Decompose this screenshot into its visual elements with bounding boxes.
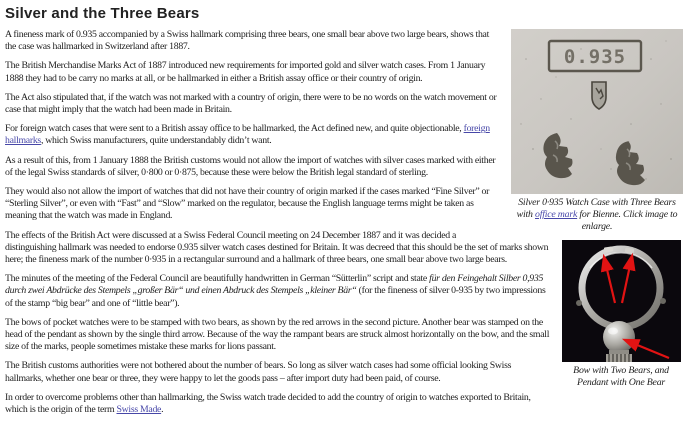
text-run: They would also not allow the import of watches that did not have their country of origin marked if the cases marked “Fine Silver” or “Sterling Silver”, or even with “Fast” and “Slow” marked on the regulator, because the English language terms might be taken as meaning that the watch was made in England. — [5, 186, 490, 222]
text-run: The bows of pocket watches were to be stamped with two bears, as shown by the red arrows in the second picture. Another bear was stamped on the head of the pendant as shown by the single third arrow. Because of the way the rampant bears are struck almost horizontally on the bow, and the small size of the marks, people sometimes mistake these marks for lions passant. — [5, 316, 550, 353]
text-run: As a result of this, from 1 January 1888 the British customs would not allow the import of watches with silver cases marked with either of the legal Swiss standards of silver, 0·800 or 0·875, because these were below the British legal standard of sterling. — [5, 154, 496, 178]
article-body — [5, 29, 683, 416]
case-nub-left — [576, 300, 582, 306]
figure-bow-photo — [559, 240, 683, 389]
text-run: In order to overcome problems other than hallmarking, the Swiss watch trade decided to add the country of origin to watches exported to Britain, which is the origin of the term — [5, 391, 531, 416]
foreign-hallmarks-link[interactable]: foreign hallmarks — [5, 123, 490, 147]
text-run: The effects of the British Act were discussed at a Swiss Federal Council meeting on 24 December 1887 and it was decided a distinguishing hallmark was needed to endorse 0.935 silver watch cases destined for Britain. It was decreed that this should be the set of marks shown here; the fineness mark of the number 0·935 in a rectangular surround and a hallmark of three bears, one small bear above two large bears. — [5, 229, 549, 266]
office-mark-link[interactable]: office mark — [535, 209, 578, 220]
figure-hallmark-photo — [511, 29, 683, 233]
svg-text:0.935: 0.935 — [563, 46, 627, 68]
text-run: For foreign watch cases that were sent to a British assay office to be hallmarked, the Act defined new, and quite objectionable, — [5, 123, 464, 135]
emphasized-text: für den Feingehalt Silber 0,935 durch zwei Abdrücke des Stempels „großer Bär“ und einen Abdruck des Stempels „kleiner Bär“ — [5, 273, 544, 297]
small-bear-shield-mark — [592, 82, 606, 109]
text-run: Silver 0·935 Watch Case with Three Bears with — [516, 197, 676, 220]
case-nub-right — [660, 298, 666, 304]
bow-photo-image[interactable] — [562, 240, 681, 362]
pendant-ball — [603, 321, 635, 353]
text-run: for Bienne. Click image to enlarge. — [577, 209, 678, 232]
text-run: The British customs authorities were not bothered about the number of bears. So long as silver watch cases had some official looking Swiss hallmarks, whether one bear or three, they were happy to let the goods pass – after import duty had been paid, of course. — [5, 360, 512, 384]
pendant-highlight — [608, 328, 618, 335]
text-run: . — [161, 404, 164, 416]
text-run: The British Merchandise Marks Act of 1887 introduced new requirements for imported gold and silver watch cases. From 1 January 1888 they had to be carry no marks at all, or be hallmarked in either a British assay office or their country of origin. — [5, 60, 486, 84]
text-run: Bow with Two Bears, and Pendant with One Bear — [573, 365, 669, 388]
hallmark-photo-image[interactable] — [511, 29, 683, 194]
text-run: A fineness mark of 0.935 accompanied by a Swiss hallmark comprising three bears, one small bear above two large bears, shows that the case was hallmarked in Switzerland after 1887. — [5, 29, 490, 53]
text-run: (for the fineness of silver 0-935 by two impressions of the stamp “big bear” and one of “little bear”). — [5, 285, 546, 309]
swiss-made-link[interactable]: Swiss Made — [116, 404, 162, 416]
page-title: Silver and the Three Bears — [5, 5, 200, 22]
text-run: , which Swiss manufacturers, quite understandably didn’t want. — [40, 135, 272, 147]
pendant-knurled-base — [606, 350, 632, 362]
paragraph — [5, 392, 683, 416]
text-run: The Act also stipulated that, if the watch was not marked with a country of origin, there were to be no words on the watch movement or case that might imply that the watch had been made in Britain. — [5, 91, 497, 116]
bow-photo-caption — [559, 365, 683, 389]
text-run: The minutes of the meeting of the Federal Council are beautifully handwritten in German “Sütterlin” script and state — [5, 273, 430, 285]
hallmark-photo-caption — [511, 197, 683, 233]
